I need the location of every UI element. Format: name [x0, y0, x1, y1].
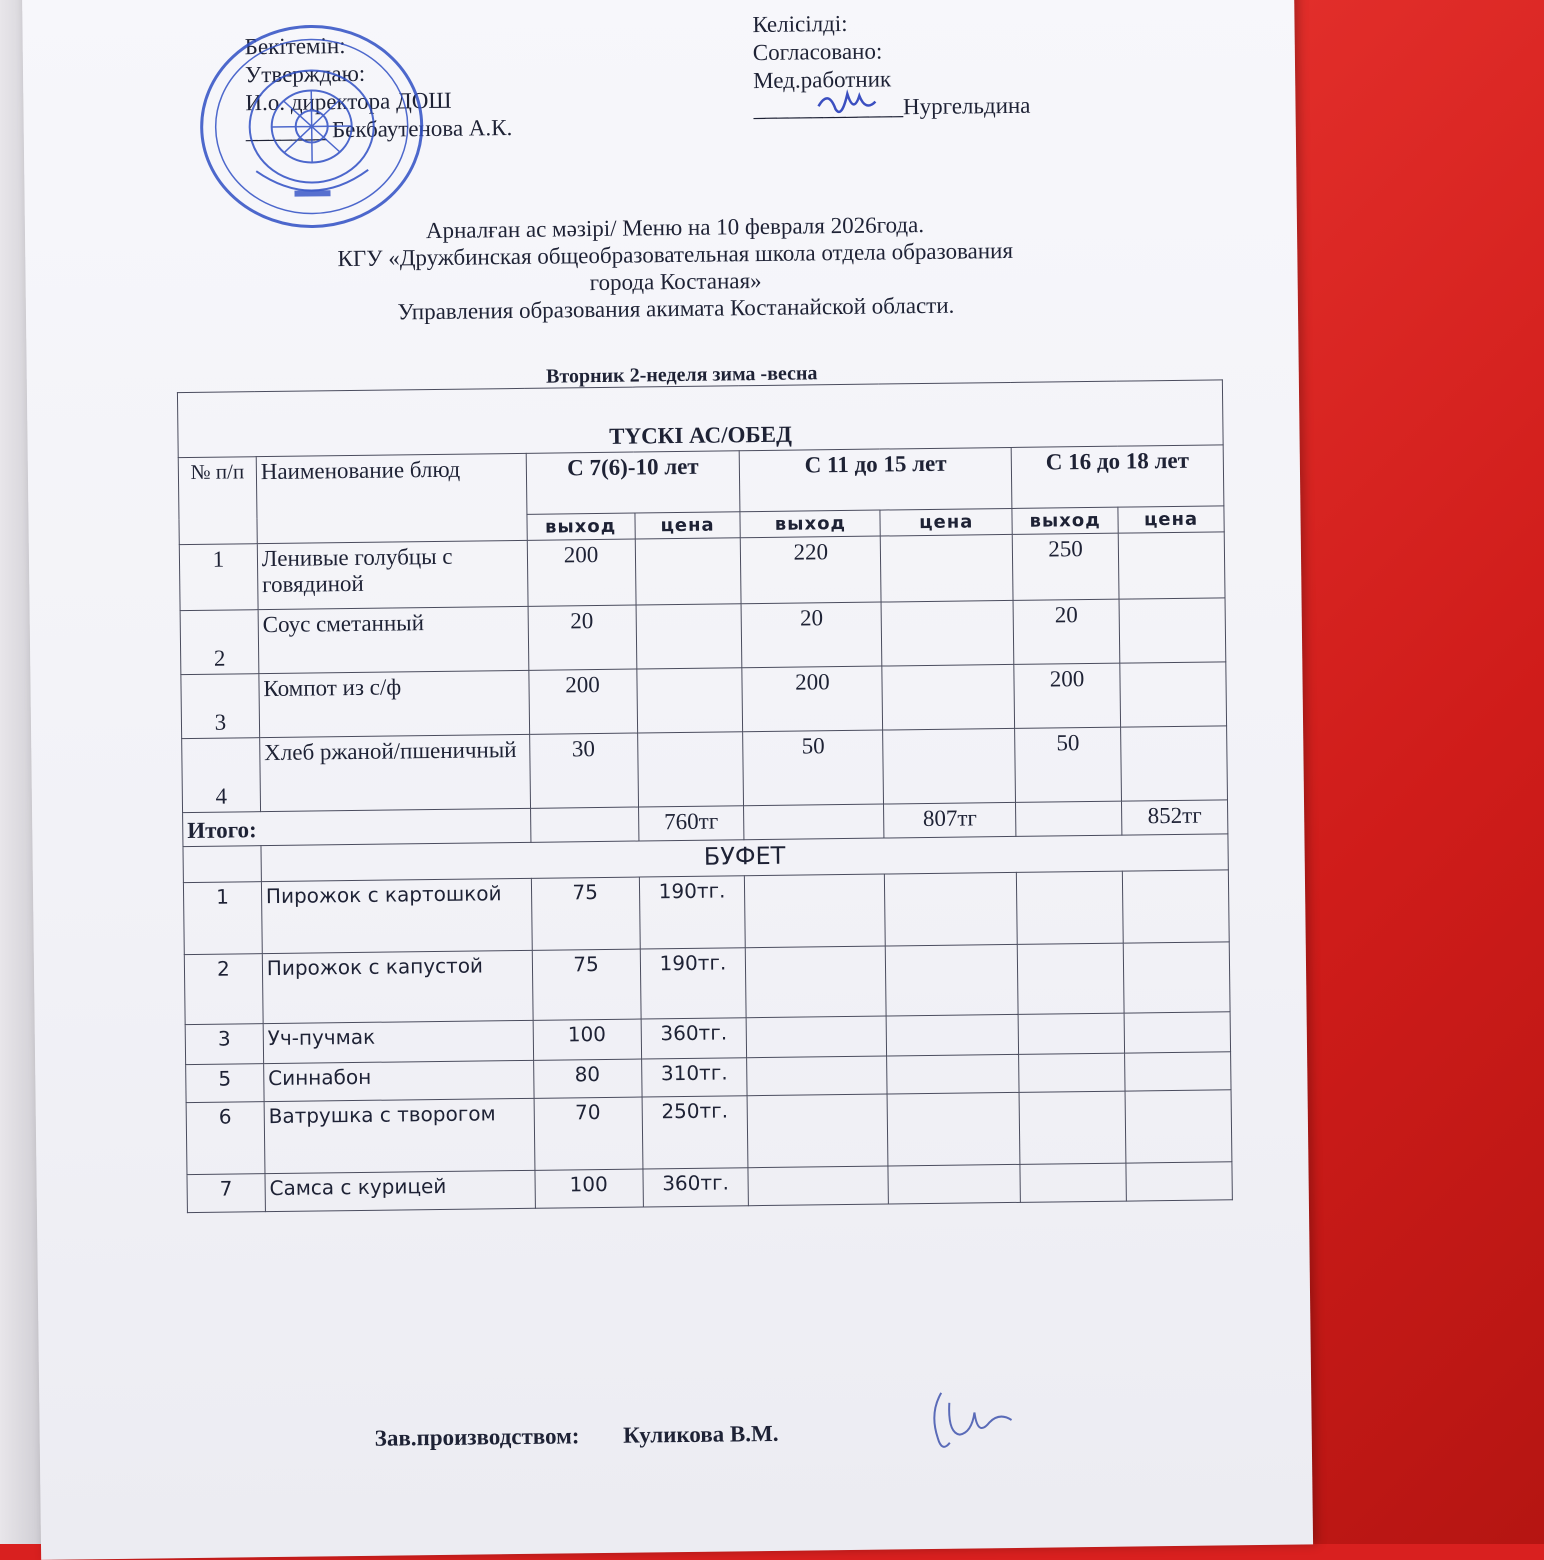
buffet-row-name: Уч-пучмак: [263, 1020, 533, 1063]
buffet-row-num: 1: [183, 882, 262, 955]
buffet-row-price: 360тг.: [641, 1018, 747, 1059]
lunch-row-name: Хлеб ржаной/пшеничный: [260, 734, 531, 811]
buffet-empty-cell: [1125, 1052, 1231, 1091]
buffet-row: [183, 870, 1229, 955]
lunch-row-out1: 200: [528, 669, 637, 734]
buffet-row-out: 75: [531, 877, 640, 950]
lunch-row-name: Ленивые голубцы с говядиной: [257, 540, 528, 609]
buffet-empty-cell: [1016, 871, 1123, 944]
approval-left-line2: Утверждаю:: [244, 60, 366, 88]
menu-document: [22, 0, 1313, 1560]
total-out1-empty: [530, 807, 638, 842]
approval-left-line3: И.о. директора ДОШ: [245, 87, 452, 116]
approval-right-line3: Мед.работник: [753, 66, 892, 94]
total-group-1: 760тг: [638, 806, 744, 841]
buffet-row-price: 360тг.: [642, 1168, 748, 1207]
buffet-empty-cell: [748, 1166, 888, 1206]
lunch-row-num: 4: [182, 738, 261, 813]
buffet-empty-cell: [886, 944, 1019, 1016]
lunch-row-out2: 200: [742, 666, 883, 732]
lunch-row: [182, 726, 1228, 813]
buffet-row-out: 100: [535, 1169, 643, 1208]
buffet-row-name: Ватрушка с творогом: [264, 1098, 535, 1173]
buffet-empty-cell: [1020, 1163, 1126, 1202]
footer-role: Зав.производством:: [374, 1423, 580, 1451]
total-out2-empty: [744, 804, 884, 840]
buffet-row-out: 100: [533, 1019, 641, 1060]
buffet-empty-cell: [1124, 1012, 1230, 1053]
lunch-row-num: 3: [181, 674, 260, 739]
buffet-row-name: Пирожок с капустой: [262, 950, 533, 1023]
buffet-empty-cell: [746, 946, 887, 1018]
total-label: Итого:: [183, 808, 531, 846]
sub-header-price-1: цена: [634, 512, 740, 539]
buffet-empty-cell: [748, 1094, 889, 1168]
total-group-3: 852тг: [1122, 800, 1228, 835]
buffet-empty-cell: [1017, 943, 1124, 1014]
sub-header-price-2: цена: [880, 508, 1012, 536]
buffet-empty-cell: [1019, 1091, 1126, 1164]
buffet-row-name: Синнабон: [264, 1060, 534, 1101]
buffet-empty-cell: [747, 1056, 887, 1096]
lunch-row-price3: [1120, 662, 1227, 727]
buffet-row-num: 7: [187, 1174, 265, 1213]
lunch-row-out3: 20: [1013, 599, 1120, 664]
buffet-empty-cell: [1126, 1162, 1232, 1201]
buffet-header-spacer: [183, 846, 261, 883]
lunch-section-title: ТҮСКІ АС/ОБЕД: [177, 380, 1223, 458]
buffet-row-out: 80: [533, 1059, 641, 1098]
buffet-empty-cell: [1125, 1090, 1232, 1163]
production-head-signature: [919, 1382, 1020, 1463]
lunch-row-out2: 20: [741, 602, 882, 668]
sub-header-out-2: выход: [740, 510, 880, 538]
col-header-name: Наименование блюд: [256, 453, 527, 543]
col-header-age-3: С 16 до 18 лет: [1011, 445, 1224, 509]
lunch-row-price2: [881, 534, 1014, 602]
lunch-row-out1: 200: [527, 539, 636, 606]
approval-right: [752, 8, 1030, 123]
lunch-row-price1: [635, 538, 742, 605]
lunch-row-name: Компот из с/ф: [259, 670, 529, 737]
lunch-row-price3: [1119, 598, 1226, 663]
lunch-row-price2: [883, 728, 1016, 804]
buffet-row-price: 190тг.: [640, 948, 747, 1019]
buffet-row-num: 6: [186, 1102, 265, 1175]
buffet-empty-cell: [886, 1014, 1018, 1056]
lunch-row-num: 1: [179, 544, 258, 611]
menu-table: [177, 379, 1233, 1213]
buffet-section-title: БУФЕТ: [261, 834, 1228, 882]
lunch-row-name: Соус сметанный: [258, 606, 528, 673]
buffet-empty-cell: [888, 1164, 1020, 1204]
week-label: Вторник 2-неделя зима -весна: [545, 362, 818, 388]
buffet-row-price: 250тг.: [642, 1096, 749, 1169]
sub-header-price-3: цена: [1118, 506, 1224, 533]
buffet-row-price: 310тг.: [641, 1058, 747, 1097]
buffet-row-num: 2: [184, 954, 263, 1025]
lunch-row-out1: 20: [528, 605, 637, 670]
total-out3-empty: [1016, 801, 1122, 836]
buffet-empty-cell: [747, 1016, 887, 1058]
title-line2: КГУ «Дружбинская общеобразовательная школа отдела образования: [337, 237, 1014, 272]
title-line4: Управления образования акимата Костанайской области.: [397, 292, 955, 325]
lunch-row-out3: 200: [1014, 663, 1121, 728]
title-line1: Арналған ас мәзірі/ Меню на 10 февраля 2026года.: [425, 211, 925, 244]
col-header-num: № п/п: [178, 457, 257, 545]
buffet-empty-cell: [887, 1054, 1019, 1094]
lunch-row-price3: [1121, 726, 1228, 801]
lunch-row-price1: [636, 604, 743, 669]
approval-left-line1: Бекітемін:: [244, 33, 346, 60]
buffet-row-name: Самса с курицей: [265, 1170, 535, 1211]
lunch-row-price1: [636, 668, 743, 733]
title-line3: города Костаная»: [589, 267, 762, 296]
lunch-row-price2: [881, 600, 1014, 666]
buffet-empty-cell: [885, 872, 1018, 946]
approval-right-line1: Келісілді:: [752, 10, 848, 38]
buffet-row-name: Пирожок с картошкой: [261, 878, 532, 953]
buffet-row: [186, 1090, 1232, 1175]
col-header-age-2: С 11 до 15 лет: [740, 447, 1012, 511]
buffet-row-out: 75: [532, 949, 641, 1020]
footer-person: Куликова В.М.: [623, 1420, 779, 1448]
buffet-empty-cell: [1123, 942, 1230, 1013]
lunch-row-out2: 50: [743, 730, 884, 806]
buffet-row-num: 5: [186, 1064, 264, 1103]
buffet-row: [184, 942, 1230, 1025]
buffet-row-price: 190тг.: [639, 876, 746, 949]
buffet-empty-cell: [1019, 1053, 1125, 1092]
buffet-empty-cell: [745, 874, 886, 948]
lunch-row-out1: 30: [529, 733, 638, 808]
buffet-row-out: 70: [534, 1097, 643, 1170]
buffet-empty-cell: [1018, 1013, 1124, 1054]
lunch-row-out2: 220: [741, 536, 882, 604]
sub-header-out-1: выход: [527, 513, 635, 540]
approval-right-line4: _____________Нургельдина: [753, 92, 1031, 122]
lunch-row-price3: [1118, 532, 1225, 599]
med-worker-signature: [813, 83, 883, 124]
lunch-row-price1: [637, 732, 744, 807]
sub-header-out-3: выход: [1012, 507, 1118, 534]
col-header-age-1: С 7(6)-10 лет: [526, 451, 741, 515]
approval-left-line4: _______ Бекбаутенова А.К.: [245, 115, 513, 144]
lunch-row-out3: 50: [1015, 727, 1122, 802]
buffet-row-num: 3: [185, 1024, 263, 1065]
official-seal-stamp: [194, 19, 429, 234]
buffet-empty-cell: [887, 1092, 1020, 1166]
footer-signature-line: [375, 1420, 817, 1451]
lunch-row-num: 2: [180, 610, 259, 675]
approval-right-line2: Согласовано:: [752, 38, 883, 66]
total-group-2: 807тг: [884, 802, 1016, 838]
lunch-row-out3: 250: [1012, 533, 1119, 600]
lunch-row-price2: [882, 664, 1015, 730]
buffet-empty-cell: [1122, 870, 1229, 943]
document-title: [175, 208, 1176, 328]
